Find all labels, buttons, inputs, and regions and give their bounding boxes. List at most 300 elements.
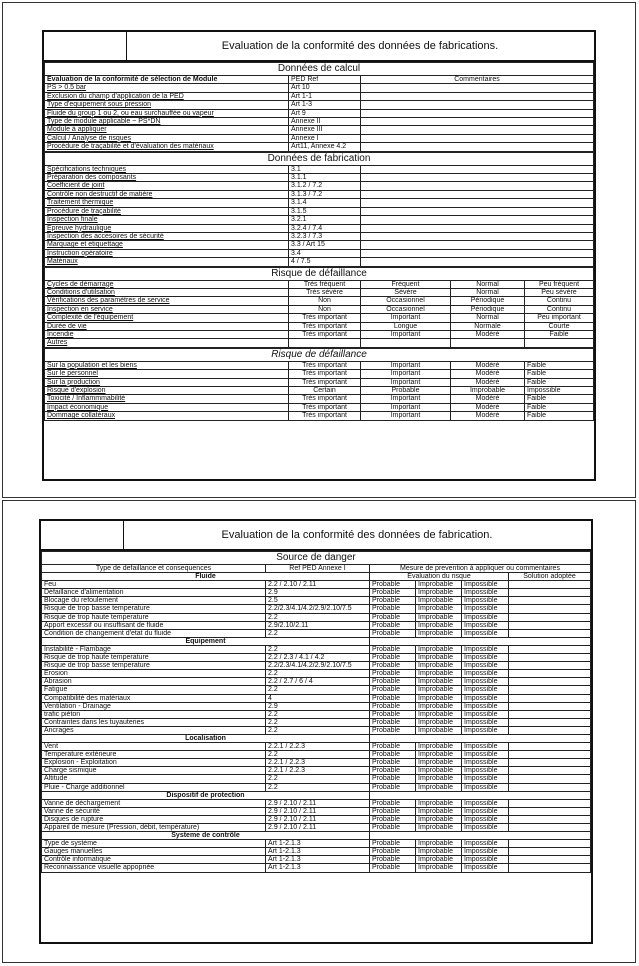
solution-cell — [509, 605, 591, 613]
level-cell: Normal — [451, 280, 525, 288]
ped-ref: 2.9 / 2.10 / 2.11 — [266, 815, 370, 823]
level-cell — [289, 339, 361, 347]
eval-option: Impossible — [462, 815, 509, 823]
row-label: Durée de vie — [45, 322, 289, 330]
row-label: Disques de rupture — [42, 815, 266, 823]
level-cell: Continu — [525, 305, 594, 313]
level-cell: Important — [361, 370, 451, 378]
level-cell: Modéré — [451, 361, 525, 369]
table-row — [45, 199, 594, 207]
ped-ref: 2.2 / 2.7 / 6 / 4 — [266, 678, 370, 686]
level-cell: Improbable — [451, 387, 525, 395]
level-cell: Courte — [525, 322, 594, 330]
level-cell: Modéré — [451, 330, 525, 338]
eval-option: Impossible — [462, 767, 509, 775]
eval-option: Probable — [370, 848, 416, 856]
eval-option: Probable — [370, 629, 416, 637]
level-cell: Faible — [525, 370, 594, 378]
eval-option: Impossible — [462, 654, 509, 662]
table-row — [42, 799, 591, 807]
eval-option: Impossible — [462, 605, 509, 613]
eval-option: Impossible — [462, 718, 509, 726]
eval-option: Impossible — [462, 824, 509, 832]
row-label: Temperature extérieure — [42, 751, 266, 759]
eval-option: Probable — [370, 743, 416, 751]
row-label: Risque d'explosion — [45, 387, 289, 395]
eval-option: Impossible — [462, 686, 509, 694]
column-header: Ref PED Annexe I — [266, 565, 370, 573]
row-label: Erosion — [42, 670, 266, 678]
table-row — [42, 840, 591, 848]
ped-ref: 2.9 / 2.10 / 2.11 — [266, 807, 370, 815]
table-row — [45, 190, 594, 198]
level-cell: Très sévère — [289, 288, 361, 296]
ped-ref: 4 — [266, 694, 370, 702]
row-label: Vent — [42, 743, 266, 751]
group-name: Dispositif de protection — [42, 791, 370, 799]
row-label: Coefficient de joint — [45, 182, 289, 190]
level-cell: Très fréquent — [289, 280, 361, 288]
level-cell: Non — [289, 305, 361, 313]
row-label: Condition de changement d'etat du fluide — [42, 629, 266, 637]
table-row — [45, 224, 594, 232]
level-cell: Très important — [289, 412, 361, 420]
row-label: Toxicité / Inflammmabilité — [45, 395, 289, 403]
eval-option: Probable — [370, 815, 416, 823]
row-label: Type de système — [42, 840, 266, 848]
eval-option: Improbable — [416, 775, 462, 783]
risque-table-1 — [44, 267, 594, 348]
level-cell: Continu — [525, 297, 594, 305]
section-heading: Risque de défaillance — [45, 348, 594, 361]
level-cell: Important — [361, 314, 451, 322]
row-label: Contrôle informatique — [42, 856, 266, 864]
column-header: Mesure de prevention à appliquer ou commentaires — [370, 565, 591, 573]
row-label: Vanne de sécurité — [42, 807, 266, 815]
comment-cell — [361, 190, 594, 198]
table-row — [45, 134, 594, 142]
fabrication-rows — [45, 165, 594, 266]
eval-option: Probable — [370, 694, 416, 702]
column-header: PED Ref — [289, 76, 361, 84]
eval-option: Impossible — [462, 856, 509, 864]
level-cell: Modéré — [451, 378, 525, 386]
comment-cell — [361, 118, 594, 126]
table-row — [42, 783, 591, 791]
section-heading: Source de danger — [42, 552, 591, 565]
table-row — [42, 629, 591, 637]
table-row — [45, 280, 594, 288]
solution-cell — [509, 597, 591, 605]
eval-option: Impossible — [462, 751, 509, 759]
row-label: Exclusion du champ d'application de la PED — [45, 92, 289, 100]
table-row — [42, 807, 591, 815]
eval-option: Probable — [370, 581, 416, 589]
eval-option: Improbable — [416, 864, 462, 872]
ped-ref: 2.2.1 / 2.2.3 — [266, 767, 370, 775]
eval-option: Improbable — [416, 767, 462, 775]
row-label: Spécifications techniques — [45, 165, 289, 173]
ped-ref: 2.2 / 2.3 / 4.1 / 4.2 — [266, 654, 370, 662]
eval-option: Improbable — [416, 629, 462, 637]
table-row — [42, 589, 591, 597]
solution-cell — [509, 686, 591, 694]
danger-rows — [42, 573, 591, 872]
group-header — [42, 637, 591, 645]
eval-option: Improbable — [416, 840, 462, 848]
row-label: Sur la production — [45, 378, 289, 386]
level-cell: Très important — [289, 361, 361, 369]
comment-cell — [361, 199, 594, 207]
eval-option: Impossible — [462, 848, 509, 856]
eval-option: Improbable — [416, 678, 462, 686]
comment-cell — [361, 182, 594, 190]
solution-cell — [509, 840, 591, 848]
group-header — [42, 573, 591, 581]
column-header: Solution adoptée — [509, 573, 591, 581]
solution-cell — [509, 824, 591, 832]
comment-cell — [361, 92, 594, 100]
title-bar — [44, 32, 594, 62]
row-label: Incendie — [45, 330, 289, 338]
table-row — [42, 824, 591, 832]
eval-option: Improbable — [416, 743, 462, 751]
ped-ref: 2.2 — [266, 613, 370, 621]
blank-cell — [370, 734, 591, 742]
ped-ref: 2.2/2.3/4.1/4.2/2.9/2.10/7.5 — [266, 662, 370, 670]
solution-cell — [509, 613, 591, 621]
row-label: Appareil de mesure (Pression, débit, température) — [42, 824, 266, 832]
comment-cell — [361, 126, 594, 134]
ped-ref: 2.2 — [266, 783, 370, 791]
ped-ref: 2.2 — [266, 670, 370, 678]
eval-option: Impossible — [462, 759, 509, 767]
level-cell: Faible — [525, 361, 594, 369]
eval-option: Probable — [370, 864, 416, 872]
table-row — [45, 207, 594, 215]
group-header — [42, 791, 591, 799]
table-row — [45, 305, 594, 313]
level-cell — [451, 339, 525, 347]
table-row — [45, 109, 594, 117]
row-label: Abrasion — [42, 678, 266, 686]
table-row — [42, 654, 591, 662]
table-row — [45, 403, 594, 411]
table-row — [45, 118, 594, 126]
row-label: Contrôle non destructif de matière — [45, 190, 289, 198]
ped-ref: 2.9 — [266, 702, 370, 710]
ped-ref: Art 1-2.1.3 — [266, 864, 370, 872]
eval-option: Impossible — [462, 799, 509, 807]
row-label: Cycles de démarrage — [45, 280, 289, 288]
row-label: Contraintes dans les tuyauteries — [42, 718, 266, 726]
solution-cell — [509, 815, 591, 823]
page-title: Evaluation de la conformité des données de fabrications. — [221, 40, 499, 52]
ped-ref: 3.2.4 / 7.4 — [289, 224, 361, 232]
eval-option: Improbable — [416, 670, 462, 678]
solution-cell — [509, 645, 591, 653]
eval-option: Probable — [370, 597, 416, 605]
comment-cell — [361, 224, 594, 232]
solution-cell — [509, 621, 591, 629]
eval-option: Probable — [370, 856, 416, 864]
ped-ref: 2.2 — [266, 718, 370, 726]
table-row — [42, 605, 591, 613]
eval-option: Impossible — [462, 864, 509, 872]
table-row — [45, 101, 594, 109]
level-cell — [525, 339, 594, 347]
eval-option: Impossible — [462, 694, 509, 702]
solution-cell — [509, 743, 591, 751]
solution-cell — [509, 759, 591, 767]
comment-cell — [361, 174, 594, 182]
eval-option: Improbable — [416, 718, 462, 726]
table-row — [42, 848, 591, 856]
eval-option: Improbable — [416, 824, 462, 832]
comment-cell — [361, 216, 594, 224]
ped-ref: Art 1-2.1.3 — [266, 848, 370, 856]
row-label: Risque de trop haute temperature — [42, 613, 266, 621]
eval-option: Improbable — [416, 702, 462, 710]
level-cell: Normale — [451, 322, 525, 330]
eval-option: Probable — [370, 840, 416, 848]
eval-option: Probable — [370, 751, 416, 759]
eval-option: Impossible — [462, 678, 509, 686]
eval-option: Impossible — [462, 589, 509, 597]
eval-option: Probable — [370, 654, 416, 662]
ped-ref: 2.2 — [266, 710, 370, 718]
row-label: Instruction opératoire — [45, 249, 289, 257]
eval-option: Improbable — [416, 848, 462, 856]
table-row — [42, 670, 591, 678]
solution-cell — [509, 702, 591, 710]
table-row — [45, 174, 594, 182]
table-row — [42, 718, 591, 726]
level-cell — [361, 339, 451, 347]
eval-option: Impossible — [462, 662, 509, 670]
comment-cell — [361, 207, 594, 215]
row-label: Procédure de traçabilité — [45, 207, 289, 215]
group-name: Systeme de contrôle — [42, 832, 370, 840]
table-row — [45, 330, 594, 338]
table-row — [42, 702, 591, 710]
blank-cell — [370, 832, 591, 840]
eval-option: Probable — [370, 662, 416, 670]
level-cell: Peu fréquent — [525, 280, 594, 288]
ped-ref: 2.2.1 / 2.2.3 — [266, 759, 370, 767]
ped-ref: 3.1.2 / 7.2 — [289, 182, 361, 190]
row-label: Préparation des composants — [45, 174, 289, 182]
ped-ref: 2.2 — [266, 775, 370, 783]
table-row — [45, 126, 594, 134]
solution-cell — [509, 710, 591, 718]
ped-ref: 2.2 — [266, 686, 370, 694]
eval-option: Probable — [370, 783, 416, 791]
row-label: Reconnaissance visuelle appopriée — [42, 864, 266, 872]
table-row — [45, 165, 594, 173]
ped-ref: 3.1 — [289, 165, 361, 173]
eval-option: Impossible — [462, 743, 509, 751]
table-row — [42, 645, 591, 653]
ped-ref: 2.9 / 2.10 / 2.11 — [266, 824, 370, 832]
eval-option: Improbable — [416, 759, 462, 767]
comment-cell — [361, 232, 594, 240]
eval-option: Probable — [370, 767, 416, 775]
document-frame-1 — [42, 30, 596, 481]
eval-option: Improbable — [416, 597, 462, 605]
table-row — [45, 288, 594, 296]
column-header: Type de defaillance et consequences — [42, 565, 266, 573]
ped-ref: 3.1.5 — [289, 207, 361, 215]
ped-ref: 3.1.4 — [289, 199, 361, 207]
ped-ref: 3.4 — [289, 249, 361, 257]
row-label: Epreuve hydraulique — [45, 224, 289, 232]
level-cell: Modéré — [451, 395, 525, 403]
group-header — [42, 734, 591, 742]
blank-cell — [370, 637, 591, 645]
solution-cell — [509, 726, 591, 734]
danger-table — [41, 551, 591, 873]
row-label: Fatigue — [42, 686, 266, 694]
solution-cell — [509, 856, 591, 864]
eval-option: Improbable — [416, 581, 462, 589]
comment-cell — [361, 109, 594, 117]
scanned-page-1 — [2, 2, 636, 498]
eval-option: Probable — [370, 605, 416, 613]
row-label: Risque de trop haute temperature — [42, 654, 266, 662]
row-label: Altitude — [42, 775, 266, 783]
comment-cell — [361, 84, 594, 92]
level-cell: Très important — [289, 314, 361, 322]
table-row — [45, 339, 594, 347]
level-cell: Très important — [289, 378, 361, 386]
table-row — [42, 743, 591, 751]
eval-option: Improbable — [416, 856, 462, 864]
ped-ref: Art 1-1 — [289, 92, 361, 100]
eval-option: Improbable — [416, 799, 462, 807]
comment-cell — [361, 249, 594, 257]
ped-ref: Art 1-2.1.3 — [266, 856, 370, 864]
eval-option: Probable — [370, 678, 416, 686]
level-cell: Important — [361, 330, 451, 338]
row-label: Inspection finale — [45, 216, 289, 224]
ped-ref: 2.9/2.10/2.11 — [266, 621, 370, 629]
solution-cell — [509, 629, 591, 637]
section-heading: Données de calcul — [45, 63, 594, 76]
logo-box — [44, 32, 127, 60]
table-row — [42, 621, 591, 629]
eval-option: Impossible — [462, 621, 509, 629]
solution-cell — [509, 751, 591, 759]
level-cell: Modéré — [451, 412, 525, 420]
level-cell: Impossible — [525, 387, 594, 395]
eval-option: Improbable — [416, 686, 462, 694]
eval-option: Impossible — [462, 840, 509, 848]
row-label: Procédure de traçabilité et d'évaluation des matériaux — [45, 143, 289, 151]
row-label: Vérifications des paramètres de service — [45, 297, 289, 305]
table-row — [45, 182, 594, 190]
table-row — [42, 597, 591, 605]
table-row — [45, 370, 594, 378]
level-cell: Occasionnel — [361, 297, 451, 305]
eval-option: Improbable — [416, 654, 462, 662]
eval-option: Improbable — [416, 613, 462, 621]
row-label: Sur le personnel — [45, 370, 289, 378]
eval-option: Impossible — [462, 670, 509, 678]
row-label: Vanne de déchargement — [42, 799, 266, 807]
ped-ref: 4 / 7.5 — [289, 258, 361, 266]
level-cell: Normal — [451, 288, 525, 296]
eval-option: Improbable — [416, 589, 462, 597]
ped-ref: 2.2 — [266, 751, 370, 759]
ped-ref: 3.1.1 — [289, 174, 361, 182]
ped-ref: 3.2.3 / 7.3 — [289, 232, 361, 240]
calcul-table — [44, 62, 594, 152]
table-row — [45, 92, 594, 100]
group-header — [42, 832, 591, 840]
level-cell: Occasionnel — [361, 305, 451, 313]
table-row — [45, 412, 594, 420]
table-row — [42, 581, 591, 589]
row-label: Matériaux — [45, 258, 289, 266]
ped-ref: 3.1.3 / 7.2 — [289, 190, 361, 198]
comment-cell — [361, 165, 594, 173]
page-title: Evaluation de la conformité des données de fabrication. — [221, 529, 493, 541]
solution-cell — [509, 581, 591, 589]
ped-ref: 2.2 — [266, 645, 370, 653]
eval-option: Probable — [370, 589, 416, 597]
ped-ref: Annexe II — [289, 118, 361, 126]
level-cell: Important — [361, 403, 451, 411]
eval-option: Impossible — [462, 775, 509, 783]
row-label: Défaillance d'alimentation — [42, 589, 266, 597]
ped-ref: 2.5 — [266, 597, 370, 605]
row-label: Marquage et etiquettage — [45, 241, 289, 249]
ped-ref: 3.3 / Art 15 — [289, 241, 361, 249]
eval-option: Probable — [370, 645, 416, 653]
row-label: Gauges manuelles — [42, 848, 266, 856]
row-label: trafic piéton — [42, 710, 266, 718]
comment-cell — [361, 258, 594, 266]
level-cell: Non — [289, 297, 361, 305]
table-row — [45, 361, 594, 369]
row-label: Inspection des accesoires de sécurité — [45, 232, 289, 240]
eval-option: Impossible — [462, 726, 509, 734]
ped-ref: Annexe I — [289, 134, 361, 142]
row-label: Module à appliquer — [45, 126, 289, 134]
solution-cell — [509, 807, 591, 815]
section-heading: Risque de défaillance — [45, 267, 594, 280]
level-cell: Très important — [289, 395, 361, 403]
solution-cell — [509, 799, 591, 807]
row-label: Type de module applicable ~ PS*DN — [45, 118, 289, 126]
row-label: Dommage collatéraux — [45, 412, 289, 420]
eval-option: Improbable — [416, 815, 462, 823]
column-header: Evaluation du risque — [370, 573, 509, 581]
row-label: Charge sismique — [42, 767, 266, 775]
column-header: Evaluation de la conformité de sélection de Module — [45, 76, 289, 84]
title-bar — [41, 521, 591, 551]
eval-option: Improbable — [416, 694, 462, 702]
row-label: Calcul / Analyse de risques — [45, 134, 289, 142]
level-cell: Très important — [289, 330, 361, 338]
eval-option: Improbable — [416, 751, 462, 759]
row-label: Complexité de l'équipement — [45, 314, 289, 322]
solution-cell — [509, 670, 591, 678]
ped-ref: 2.2 / 2.10 / 2.11 — [266, 581, 370, 589]
table-row — [45, 143, 594, 151]
row-label: Type d'equipement sous pression — [45, 101, 289, 109]
